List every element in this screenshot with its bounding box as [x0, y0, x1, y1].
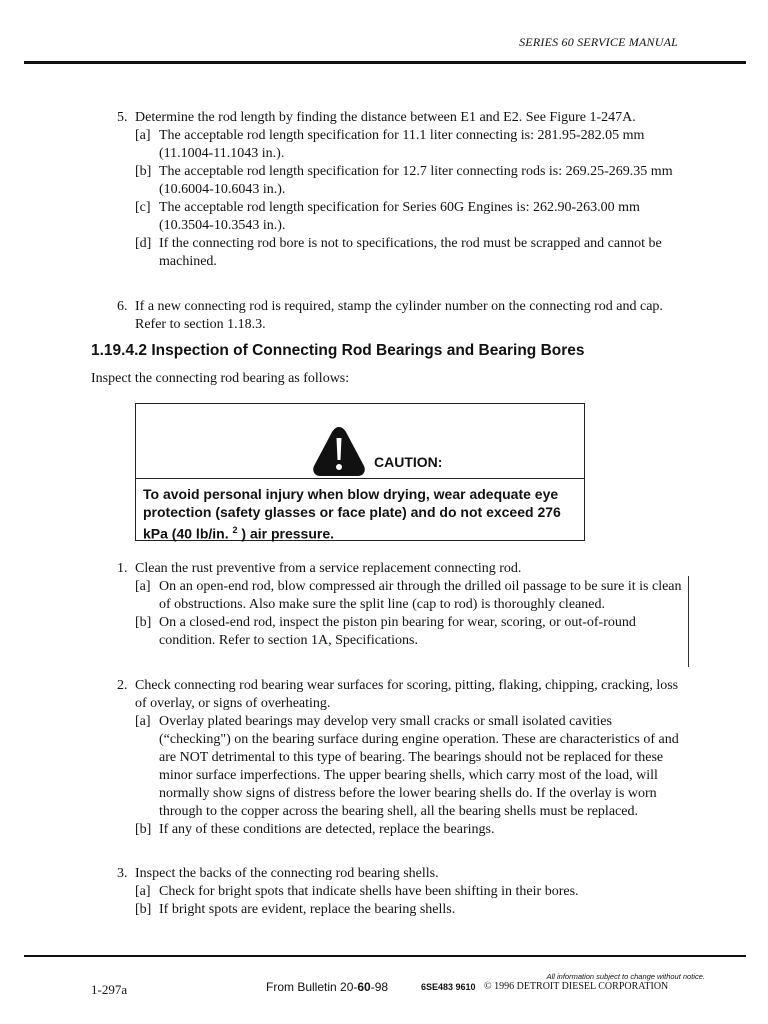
running-header: SERIES 60 SERVICE MANUAL	[519, 35, 678, 49]
sub-step-text: The acceptable rod length specification for 12.7 liter connecting rods is: 269.25-269.35 mm (10.6004-10.6043 in.).	[159, 164, 673, 197]
page-number: 1-297a	[91, 982, 128, 997]
caution-text-end: ) air pressure.	[237, 525, 334, 542]
sub-step-tag: [a]	[135, 579, 151, 594]
change-bar	[688, 576, 689, 667]
sub-step-d	[135, 235, 687, 271]
sub-step-tag: [a]	[135, 714, 151, 729]
sub-step-a	[135, 713, 687, 821]
sub-step-a	[135, 883, 687, 901]
caution-box	[135, 403, 585, 541]
step-text: Inspect the backs of the connecting rod bearing shells.	[135, 866, 439, 881]
bulletin-reference	[266, 980, 388, 994]
sub-step-b	[135, 821, 687, 839]
sub-step-tag: [b]	[135, 615, 152, 630]
step-text: Determine the rod length by finding the distance between E1 and E2. See Figure 1-247A.	[135, 110, 636, 125]
section-heading: 1.19.4.2 Inspection of Connecting Rod Bearings and Bearing Bores	[91, 342, 585, 359]
step-5	[117, 109, 687, 271]
sub-step-text: The acceptable rod length specification for Series 60G Engines is: 262.90-263.00 mm (10.3504-10.3543 in.).	[159, 200, 640, 233]
step-number: 2.	[117, 678, 128, 693]
sub-step-text: If the connecting rod bore is not to specifications, the rod must be scrapped and cannot be machined.	[159, 236, 662, 269]
step-text: If a new connecting rod is required, stamp the cylinder number on the connecting rod and cap. Refer to section 1.18.3.	[135, 299, 663, 332]
bulletin-suffix: -98	[370, 980, 389, 994]
sub-step-tag: [a]	[135, 128, 151, 143]
sub-step-tag: [b]	[135, 902, 152, 917]
step-6	[117, 298, 687, 334]
bulletin-prefix: From Bulletin 20-	[266, 980, 358, 994]
footer-rule	[24, 955, 746, 957]
warning-icon	[312, 426, 366, 478]
step-number: 6.	[117, 299, 128, 314]
sub-step-a	[135, 578, 687, 614]
caution-text-main: To avoid personal injury when blow drying, wear adequate eye protection (safety glasses or face plate) and do not exceed 276 kPa (40 lb/in.	[143, 486, 561, 542]
caution-label: CAUTION:	[374, 454, 443, 470]
step-text: Check connecting rod bearing wear surfaces for scoring, pitting, flaking, chipping, cracking, loss of overlay, or signs of overheating.	[135, 678, 679, 711]
step-number: 3.	[117, 866, 128, 881]
step-number: 1.	[117, 561, 128, 576]
sub-step-text: Check for bright spots that indicate shells have been shifting in their bores.	[159, 884, 579, 899]
sub-step-b	[135, 163, 687, 199]
document-code: 6SE483 9610	[421, 982, 476, 992]
sub-step-c	[135, 199, 687, 235]
header-rule	[24, 61, 746, 64]
sub-step-tag: [a]	[135, 884, 151, 899]
caution-text	[136, 479, 584, 543]
step-number: 5.	[117, 110, 128, 125]
sub-step-text: Overlay plated bearings may develop very small cracks or small isolated cavities (“checking") on the bearing surface during engine operation. These are characteristics of and are NOT detrimental to this type of bearing. The bearings should not be replaced for these minor surface imperfections. The upper bearing shells, which carry most of the load, will normally show signs of distress before the lower bearing shells do. If the overlay is worn through to the copper across the bearing shell, all the bearing shells must be replaced.	[159, 714, 679, 819]
sub-step-a	[135, 127, 687, 163]
step-2	[117, 677, 687, 839]
step-3	[117, 865, 687, 919]
sub-step-tag: [b]	[135, 164, 152, 179]
sub-step-text: On a closed-end rod, inspect the piston pin bearing for wear, scoring, or out-of-round condition. Refer to section 1A, Specifications.	[159, 615, 636, 648]
copyright: © 1996 DETROIT DIESEL CORPORATION	[484, 981, 669, 992]
sub-step-text: On an open-end rod, blow compressed air through the drilled oil passage to be sure it is clean of obstructions. Also make sure the split line (cap to rod) is thoroughly cleaned.	[159, 579, 682, 612]
sub-step-text: If bright spots are evident, replace the bearing shells.	[159, 902, 456, 917]
sub-step-b	[135, 901, 687, 919]
sub-step-text: If any of these conditions are detected, replace the bearings.	[159, 822, 495, 837]
footer-notice: All information subject to change without notice.	[546, 972, 705, 981]
step-1	[117, 560, 687, 650]
sub-step-tag: [d]	[135, 236, 152, 251]
sub-step-tag: [b]	[135, 822, 152, 837]
sub-step-b	[135, 614, 687, 650]
caution-superscript: 2	[232, 525, 238, 535]
caution-header	[136, 404, 584, 479]
sub-step-text: The acceptable rod length specification for 11.1 liter connecting is: 281.95-282.05 mm (11.1004-11.1043 in.).	[159, 128, 645, 161]
intro-text: Inspect the connecting rod bearing as follows:	[91, 371, 350, 386]
step-text: Clean the rust preventive from a service replacement connecting rod.	[135, 561, 522, 576]
sub-step-tag: [c]	[135, 200, 151, 215]
bulletin-number: 60	[357, 980, 371, 994]
